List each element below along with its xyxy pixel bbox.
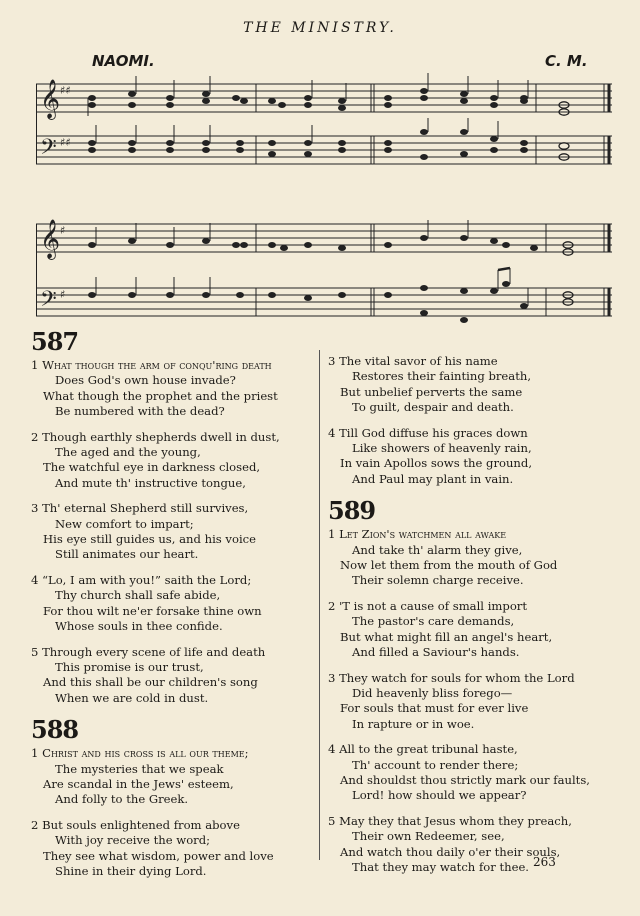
stanza-number: 3 bbox=[328, 670, 336, 685]
tune-name: NAOMI. bbox=[92, 52, 155, 70]
hymn-number: 587 bbox=[31, 327, 79, 356]
music-system-1 bbox=[36, 70, 612, 170]
stanza bbox=[328, 599, 610, 661]
hymn-number: 589 bbox=[328, 496, 376, 526]
stanza-line: What though the prophet and the priest bbox=[43, 388, 278, 403]
stanza-line: When we are cold in dust. bbox=[55, 690, 209, 705]
stanza-line: Like showers of heavenly rain, bbox=[352, 441, 532, 456]
hymn-number: 588 bbox=[31, 715, 79, 745]
music-staff-svg bbox=[36, 70, 612, 170]
stanza-line: Lord! how should we appear? bbox=[352, 788, 527, 803]
stanza-number: 5 bbox=[328, 813, 336, 828]
stanza-line: Thy church shall safe abide, bbox=[55, 588, 221, 603]
stanza-line: This promise is our trust, bbox=[55, 659, 204, 674]
stanza-line: All to the great tribunal haste, bbox=[339, 742, 518, 757]
svg-text:♯♯: ♯♯ bbox=[60, 136, 71, 149]
stanza-line: His eye still guides us, and his voice bbox=[43, 532, 257, 547]
music-staff-svg bbox=[36, 210, 612, 328]
stanza-line: Though earthly shepherds dwell in dust, bbox=[42, 429, 280, 444]
stanza-line: For thou wilt ne'er forsake thine own bbox=[43, 603, 262, 618]
svg-text:♯♯: ♯♯ bbox=[60, 84, 71, 97]
stanza-line: And take th' alarm they give, bbox=[352, 542, 523, 557]
stanza-number: 4 bbox=[328, 742, 336, 757]
stanza bbox=[31, 430, 317, 492]
tune-meter: C. M. bbox=[545, 52, 588, 70]
stanza bbox=[328, 354, 610, 416]
stanza-number: 2 bbox=[328, 598, 336, 613]
stanza-line: 'T is not a cause of small import bbox=[339, 598, 528, 613]
stanza-number: 4 bbox=[31, 572, 39, 587]
stanza-number: 4 bbox=[328, 425, 336, 440]
stanza-line: In vain Apollos sows the ground, bbox=[340, 456, 533, 471]
stanza-line: Does God's own house invade? bbox=[55, 373, 236, 388]
stanza-line: The watchful eye in darkness closed, bbox=[43, 460, 261, 475]
stanza-line: Still animates our heart. bbox=[55, 547, 199, 562]
stanza bbox=[328, 671, 610, 733]
stanza-number: 3 bbox=[328, 354, 336, 368]
stanza-number: 5 bbox=[31, 644, 39, 659]
stanza-line: Whose souls in thee confide. bbox=[55, 619, 223, 634]
stanza-line: And watch thou daily o'er their souls, bbox=[340, 844, 561, 859]
stanza bbox=[31, 645, 317, 707]
stanza-line: “Lo, I am with you!” saith the Lord; bbox=[42, 572, 252, 587]
stanza bbox=[328, 426, 610, 488]
page-title: THE MINISTRY. bbox=[243, 20, 397, 36]
column-divider bbox=[319, 350, 320, 860]
stanza-line: For souls that must for ever live bbox=[340, 701, 529, 716]
stanza-line: Shine in their dying Lord. bbox=[55, 863, 207, 878]
stanza-line: To guilt, despair and death. bbox=[352, 400, 514, 415]
stanza-line: Restores their fainting breath, bbox=[352, 369, 532, 384]
stanza-line: The mysteries that we speak bbox=[55, 761, 224, 776]
stanza bbox=[31, 501, 317, 563]
stanza-line: They see what wisdom, power and love bbox=[43, 848, 274, 863]
svg-text:𝄞: 𝄞 bbox=[40, 79, 61, 119]
stanza bbox=[31, 746, 317, 808]
stanza-line: Now let them from the mouth of God bbox=[340, 558, 558, 573]
stanza-line: Their solemn charge receive. bbox=[352, 573, 524, 588]
stanza-line: Their own Redeemer, see, bbox=[352, 829, 505, 844]
stanza-number: 2 bbox=[31, 817, 39, 832]
stanza-line: In rapture or in woe. bbox=[352, 716, 475, 731]
stanza-number: 1 bbox=[31, 746, 39, 761]
stanza-line: Christ and his cross is all our theme; bbox=[42, 746, 249, 761]
stanza bbox=[328, 814, 610, 876]
svg-text:♯: ♯ bbox=[60, 224, 66, 237]
stanza-line: But souls enlightened from above bbox=[42, 817, 240, 832]
stanza bbox=[31, 818, 317, 880]
hymn-column-right bbox=[328, 354, 610, 885]
stanza-line: What though the arm of conqu'ring death bbox=[42, 358, 272, 372]
stanza-line: And filled a Saviour's hands. bbox=[352, 645, 520, 660]
music-system-2 bbox=[36, 210, 612, 328]
stanza-line: The pastor's care demands, bbox=[352, 614, 515, 629]
stanza bbox=[328, 527, 610, 589]
stanza-line: And Paul may plant in vain. bbox=[352, 471, 514, 486]
stanza-line: The aged and the young, bbox=[55, 445, 201, 460]
stanza-line: They watch for souls for whom the Lord bbox=[339, 670, 575, 685]
stanza-line: That they may watch for thee. bbox=[352, 859, 529, 874]
stanza-number: 1 bbox=[328, 527, 336, 542]
stanza-number: 3 bbox=[31, 501, 39, 516]
stanza bbox=[31, 573, 317, 635]
stanza-line: But what might fill an angel's heart, bbox=[340, 629, 553, 644]
stanza-line: And folly to the Greek. bbox=[55, 792, 189, 807]
stanza-line: And shouldst thou strictly mark our faults, bbox=[340, 772, 590, 787]
stanza-line: Be numbered with the dead? bbox=[55, 404, 225, 419]
stanza-line: Th' account to render there; bbox=[352, 757, 519, 772]
stanza-line: Are scandal in the Jews' esteem, bbox=[43, 776, 234, 791]
stanza-line: And this shall be our children's song bbox=[43, 675, 258, 690]
stanza-line: Through every scene of life and death bbox=[42, 644, 266, 659]
stanza-line: The vital savor of his name bbox=[339, 354, 498, 368]
stanza-line: May they that Jesus whom they preach, bbox=[339, 813, 572, 828]
stanza bbox=[328, 742, 610, 804]
stanza-line: Th' eternal Shepherd still survives, bbox=[42, 501, 249, 516]
hymn-column-left bbox=[31, 328, 317, 889]
stanza-line: Till God diffuse his graces down bbox=[339, 425, 528, 440]
stanza-line: Let Zion's watchmen all awake bbox=[339, 527, 507, 542]
stanza-line: And mute th' instructive tongue, bbox=[55, 475, 246, 490]
svg-text:𝄞: 𝄞 bbox=[40, 219, 61, 259]
stanza-number: 1 bbox=[31, 358, 39, 372]
stanza-line: But unbelief perverts the same bbox=[340, 384, 523, 399]
svg-text:♯: ♯ bbox=[60, 288, 66, 301]
stanza-line: With joy receive the word; bbox=[55, 833, 211, 848]
svg-text:𝄢: 𝄢 bbox=[40, 287, 57, 317]
page-number: 263 bbox=[533, 855, 556, 869]
stanza bbox=[31, 358, 317, 420]
stanza-number: 2 bbox=[31, 429, 39, 444]
stanza-line: Did heavenly bliss forego— bbox=[352, 685, 513, 700]
stanza-line: New comfort to impart; bbox=[55, 516, 194, 531]
svg-text:𝄢: 𝄢 bbox=[40, 135, 57, 165]
